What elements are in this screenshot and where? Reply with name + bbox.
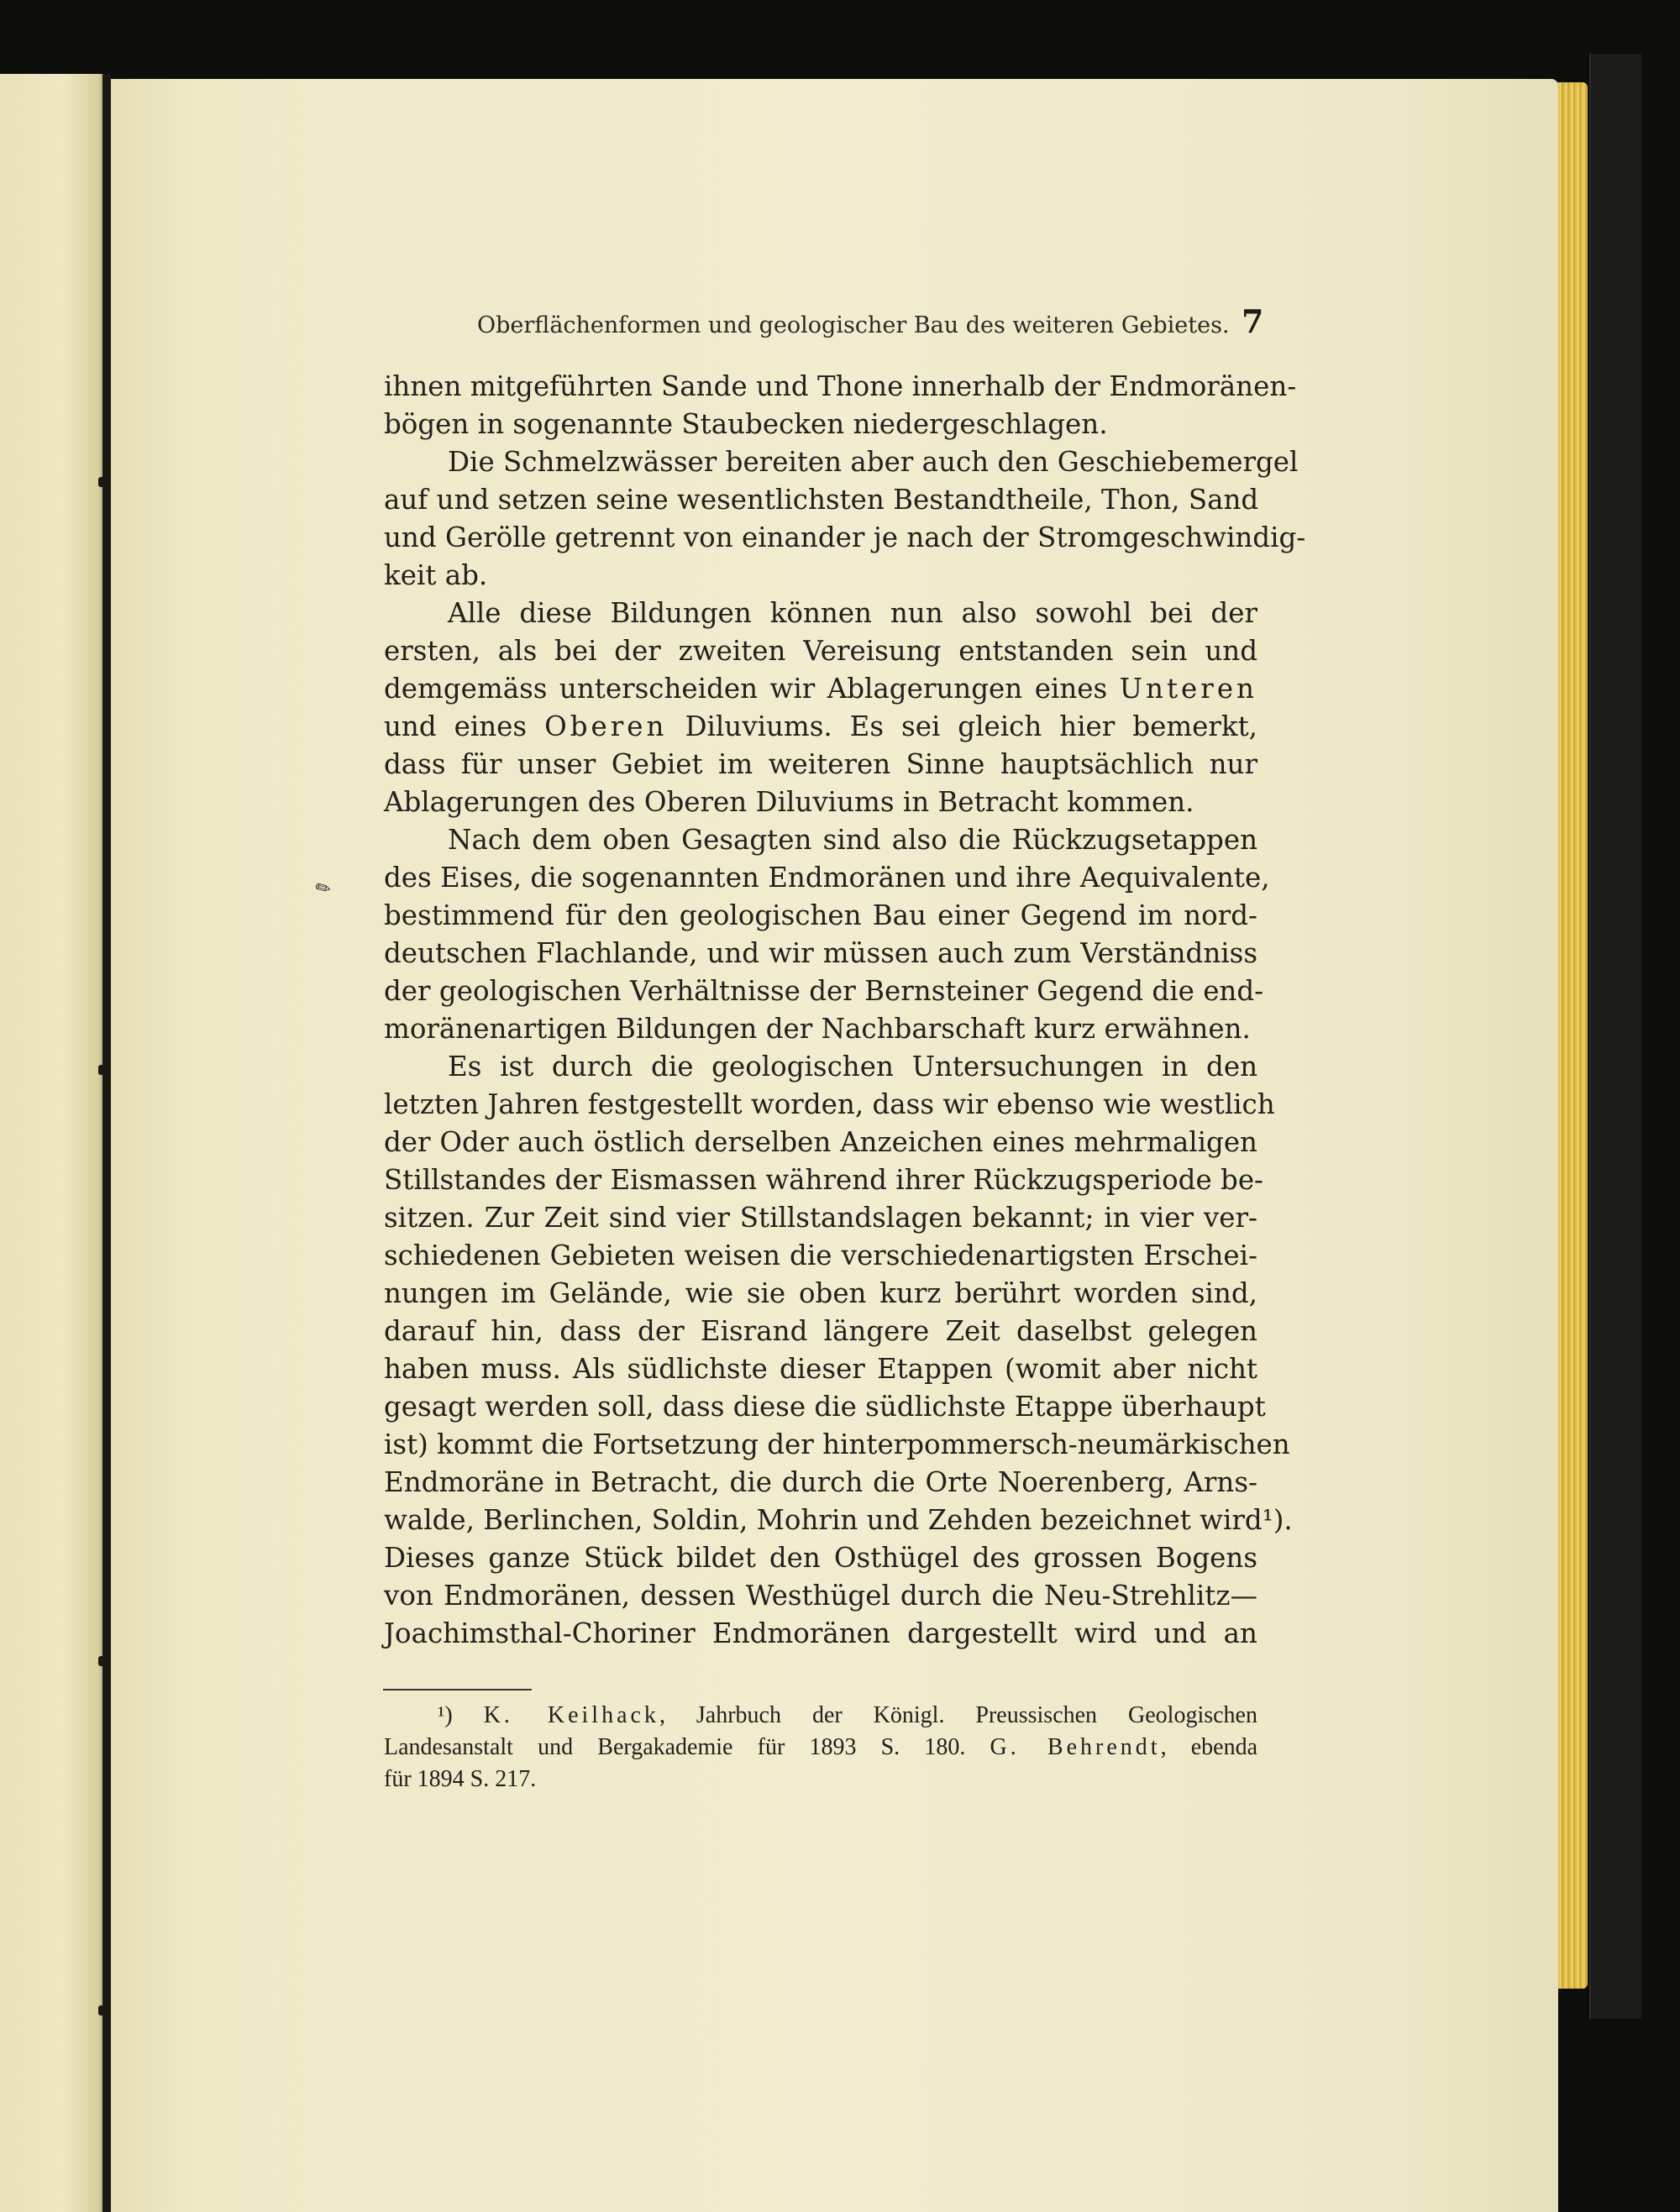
text-line: keit ab. bbox=[384, 559, 488, 591]
text-line: Alle diese Bildungen können nun also sowohl bei der bbox=[448, 597, 1257, 629]
running-head: Oberflächenformen und geologischer Bau des weiteren Gebietes. bbox=[477, 312, 1230, 338]
text-line: haben muss. Als südlichste dieser Etappen (womit aber nicht bbox=[384, 1353, 1257, 1385]
footnote-text: , Jahrbuch der Königl. Preussischen Geologischen bbox=[659, 1702, 1257, 1728]
book-gutter bbox=[102, 74, 111, 2212]
text-line: schiedenen Gebieten weisen die verschiedenartigsten Erschei- bbox=[384, 1240, 1257, 1271]
footnote-line bbox=[384, 1700, 1257, 1732]
footnote-author: G. Behrendt bbox=[990, 1734, 1161, 1760]
margin-pencil-mark: ✎ bbox=[311, 876, 336, 902]
footnote-line: für 1894 S. 217. bbox=[384, 1766, 537, 1792]
text-line: letzten Jahren festgestellt worden, dass wir ebenso wie westlich bbox=[384, 1088, 1275, 1120]
text-line: Die Schmelzwässer bereiten aber auch den Geschiebemergel bbox=[448, 446, 1299, 478]
text-line: gesagt werden soll, dass diese die südlichste Etappe überhaupt bbox=[384, 1391, 1266, 1423]
text-line: ihnen mitgeführten Sande und Thone innerhalb der Endmoränen- bbox=[384, 370, 1297, 402]
text-fragment: Diluviums. Es sei gleich hier bemerkt, bbox=[685, 710, 1257, 742]
emphasis-oberen: Oberen bbox=[544, 710, 668, 742]
text-line: Ablagerungen des Oberen Diluviums in Betracht kommen. bbox=[384, 786, 1194, 818]
text-line bbox=[384, 670, 1257, 708]
footnote-text: Landesanstalt und Bergakademie für 1893 S. 180. bbox=[384, 1734, 966, 1760]
facing-page-edge bbox=[0, 74, 108, 2212]
text-line bbox=[384, 1502, 1293, 1539]
text-line: von Endmoränen, dessen Westhügel durch die Neu-Strehlitz— bbox=[384, 1580, 1257, 1612]
footnote bbox=[384, 1700, 1257, 1795]
footnote-reference: ¹). bbox=[1262, 1504, 1293, 1536]
text-fragment: und eines bbox=[384, 710, 528, 742]
text-line: dass für unser Gebiet im weiteren Sinne hauptsächlich nur bbox=[384, 748, 1257, 780]
book-cover-edge bbox=[1589, 54, 1641, 2019]
text-line: Nach dem oben Gesagten sind also die Rückzugsetappen bbox=[448, 824, 1257, 856]
text-line: Joachimsthal-Choriner Endmoränen dargestellt wird und an bbox=[384, 1617, 1257, 1649]
text-line: der Oder auch östlich derselben Anzeichen eines mehrmaligen bbox=[384, 1126, 1257, 1158]
text-fragment: demgemäss unterscheiden wir Ablagerungen eines bbox=[384, 673, 1108, 705]
text-line: nungen im Gelände, wie sie oben kurz berührt worden sind, bbox=[384, 1277, 1257, 1309]
emphasis-unteren: Unteren bbox=[1119, 673, 1257, 705]
text-line: Endmoräne in Betracht, die durch die Orte Noerenberg, Arns- bbox=[384, 1466, 1257, 1498]
footnote-marker: ¹) bbox=[438, 1702, 453, 1728]
text-line: auf und setzen seine wesentlichsten Bestandtheile, Thon, Sand bbox=[384, 484, 1259, 516]
body-text bbox=[384, 368, 1306, 1653]
text-line: des Eises, die sogenannten Endmoränen und ihre Aequivalente, bbox=[384, 862, 1270, 894]
text-line: darauf hin, dass der Eisrand längere Zeit daselbst gelegen bbox=[384, 1315, 1257, 1347]
footnote-text: , ebenda bbox=[1160, 1734, 1258, 1760]
text-line: bestimmend für den geologischen Bau einer Gegend im nord- bbox=[384, 899, 1257, 931]
text-line: und Gerölle getrennt von einander je nach der Stromgeschwindig- bbox=[384, 522, 1306, 553]
text-line: ersten, als bei der zweiten Vereisung entstanden sein und bbox=[384, 635, 1257, 667]
text-line: ist) kommt die Fortsetzung der hinterpommersch-neumärkischen bbox=[384, 1428, 1290, 1460]
text-line: der geologischen Verhältnisse der Bernsteiner Gegend die end- bbox=[384, 975, 1264, 1007]
text-line: Dieses ganze Stück bildet den Osthügel des grossen Bogens bbox=[384, 1542, 1257, 1574]
text-line: deutschen Flachlande, und wir müssen auch zum Verständniss bbox=[384, 937, 1257, 969]
text-line bbox=[384, 708, 1257, 746]
footnote-author: K. Keilhack bbox=[483, 1702, 659, 1728]
text-line: moränenartigen Bildungen der Nachbarschaft kurz erwähnen. bbox=[384, 1013, 1251, 1045]
footnote-line bbox=[384, 1732, 1257, 1764]
text-line: Stillstandes der Eismassen während ihrer Rückzugsperiode be- bbox=[384, 1164, 1264, 1196]
text-fragment: walde, Berlinchen, Soldin, Mohrin und Zehden bezeichnet wird bbox=[384, 1504, 1263, 1536]
text-line: sitzen. Zur Zeit sind vier Stillstandslagen bekannt; in vier ver- bbox=[384, 1202, 1257, 1234]
text-line: Es ist durch die geologischen Untersuchungen in den bbox=[448, 1051, 1257, 1082]
footnote-rule bbox=[383, 1689, 532, 1690]
text-line: bögen in sogenannte Staubecken niedergeschlagen. bbox=[384, 408, 1108, 440]
page-number: 7 bbox=[1242, 302, 1264, 340]
